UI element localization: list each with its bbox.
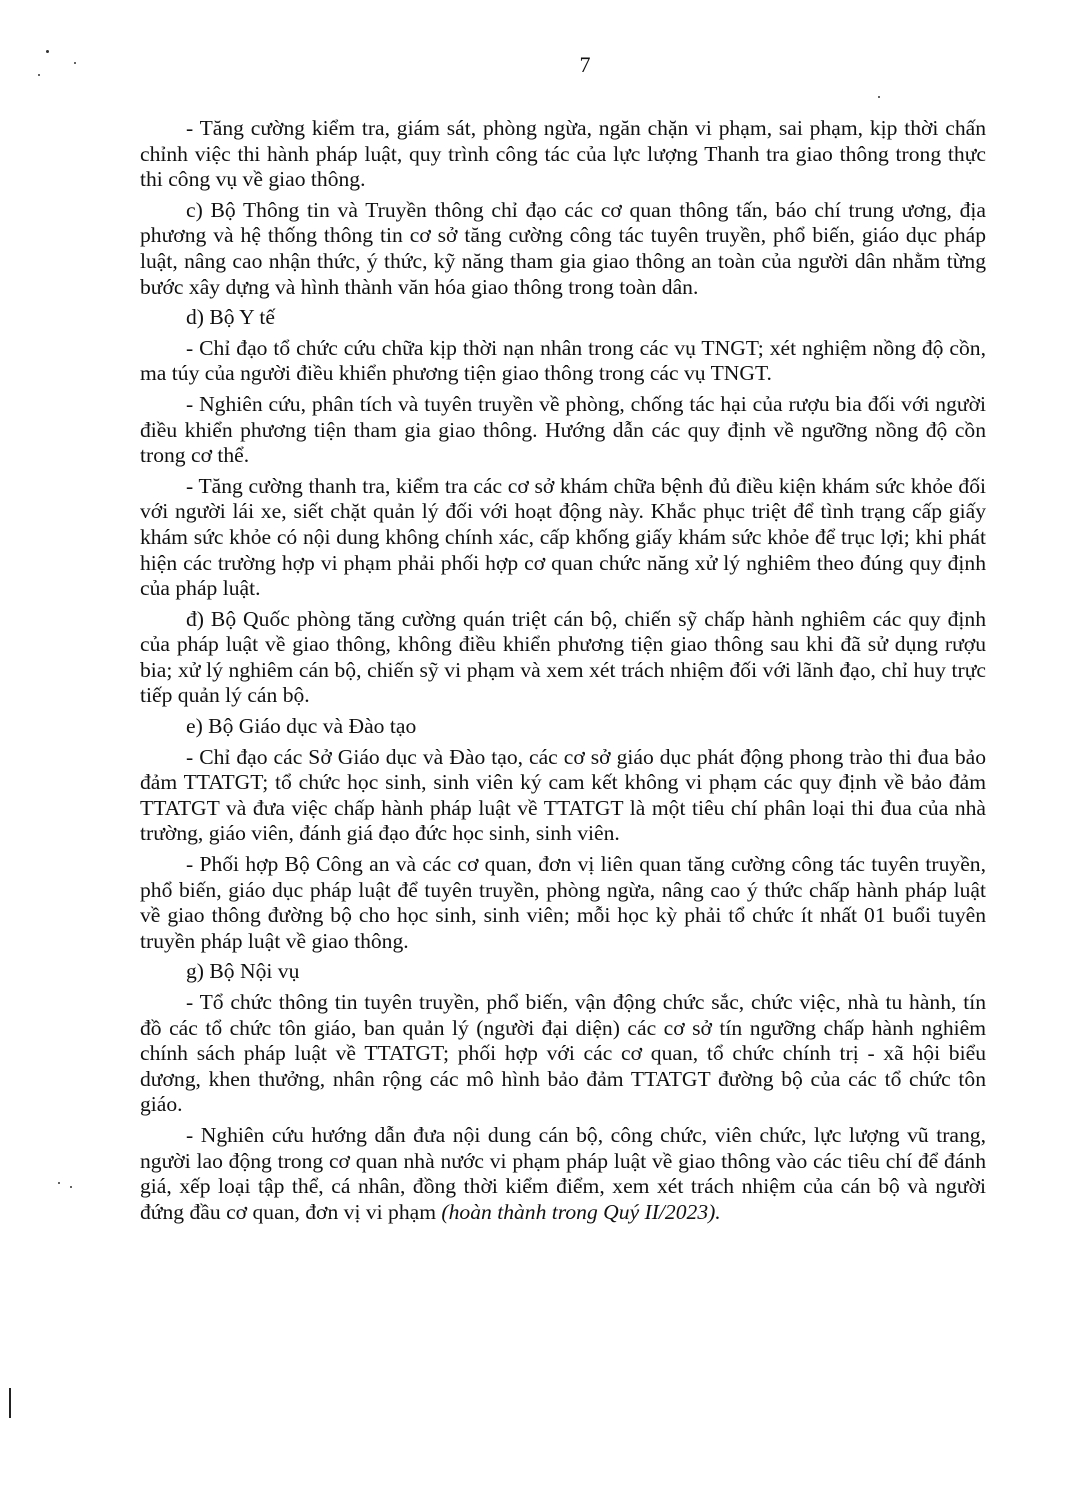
deadline-note: (hoàn thành trong Quý II/2023). [441,1199,721,1224]
paragraph-health-treatment: - Chỉ đạo tổ chức cứu chữa kịp thời nạn nhân trong các vụ TNGT; xét nghiệm nồng độ cồn, ma túy của người điều khiển phương tiện giao thông trong các vụ TNGT. [140,335,986,386]
paragraph-inspection: - Tăng cường kiểm tra, giám sát, phòng ngừa, ngăn chặn vi phạm, sai phạm, kịp thời chấn chỉnh việc thi hành pháp luật, quy trình công tác của lực lượng Thanh tra giao thông trong thực thi công vụ về giao thông. [140,116,986,192]
section-heading-education: e) Bộ Giáo dục và Đào tạo [186,714,417,739]
page-number: 7 [579,52,591,77]
paragraph-health-research: - Nghiên cứu, phân tích và tuyên truyền về phòng, chống tác hại của rượu bia đối với người điều khiển phương tiện tham gia giao thông. Hướng dẫn các quy định về ngưỡng nồng độ cồn trong cơ thể. [140,391,986,468]
paragraph-health-inspection: - Tăng cường thanh tra, kiểm tra các cơ sở khám chữa bệnh đủ điều kiện khám sức khỏe đối với người lái xe, siết chặt quản lý đối với hoạt động này. Khắc phục triệt để tình trạng cấp giấy khám sức khỏe có nội dung không chính xác, cấp khống giấy khám sức khỏe để trục lợi; khi phát hiện các trường hợp vi phạm phải phối hợp cơ quan chức năng xử lý nghiêm theo đúng quy định của pháp luật. [140,473,986,601]
paragraph-text: - Nghiên cứu hướng dẫn đưa nội dung cán bộ, công chức, viên chức, lực lượng vũ trang, người lao động trong cơ quan nhà nước vi phạm pháp luật về giao thông vào các tiêu chí để đánh giá, xếp loại tập thể, cá nhân, đồng thời kiểm điểm, xem xét trách nhiệm của cán bộ và người đứng đầu cơ quan, đơn vị vi phạm [140,1122,986,1224]
scan-speck [58,1182,60,1184]
paragraph-education-coordination: - Phối hợp Bộ Công an và các cơ quan, đơn vị liên quan tăng cường công tác tuyên truyền, phổ biến, giáo dục pháp luật để tuyên truyền, phòng ngừa, nâng cao ý thức chấp hành pháp luật về giao thông đường bộ cho học sinh, sinh viên; mỗi học kỳ phải tổ chức ít nhất 01 buổi tuyên truyền pháp luật về giao thông. [140,852,986,953]
section-heading-health: d) Bộ Y tế [186,305,275,330]
paragraph-ministry-information: c) Bộ Thông tin và Truyền thông chỉ đạo các cơ quan thông tấn, báo chí trung ương, địa phương và hệ thống thông tin cơ sở tăng cường công tác tuyên truyền, phổ biến, giáo dục pháp luật, nâng cao nhận thức, ý thức, kỹ năng tham gia giao thông an toàn của người dân nhằm từng bước xây dựng và hình thành văn hóa giao thông trong toàn dân. [140,197,986,299]
scan-speck [878,96,880,98]
paragraph-ministry-defense: đ) Bộ Quốc phòng tăng cường quán triệt cán bộ, chiến sỹ chấp hành nghiêm các quy định của pháp luật về giao thông, không điều khiển phương tiện giao thông sau khi đã sử dụng rượu bia; xử lý nghiêm cán bộ, chiến sỹ vi phạm và xem xét trách nhiệm đối với lãnh đạo, chỉ huy trực tiếp quản lý cán bộ. [140,606,986,708]
section-heading-home-affairs: g) Bộ Nội vụ [186,959,300,984]
scan-speck [70,1186,72,1188]
scan-margin-line [9,1388,11,1418]
document-body [140,116,986,1230]
paragraph-home-affairs-research [140,1123,986,1225]
paragraph-education-directive: - Chỉ đạo các Sở Giáo dục và Đào tạo, các cơ sở giáo dục phát động phong trào thi đua bảo đảm TTATGT; tổ chức học sinh, sinh viên ký cam kết không vi phạm các quy định về bảo đảm TTATGT và đưa việc chấp hành pháp luật về TTATGT là một tiêu chí phân loại thi đua của nhà trường, giáo viên, đánh giá đạo đức học sinh, sinh viên. [140,744,986,846]
paragraph-home-affairs-religion: - Tổ chức thông tin tuyên truyền, phổ biến, vận động chức sắc, chức việc, nhà tu hành, tín đồ các tổ chức tôn giáo, ban quản lý (người đại diện) các cơ sở tín ngưỡng chấp hành nghiêm chính sách pháp luật về TTATGT; phối hợp với các cơ quan, tổ chức chính trị - xã hội biểu dương, khen thưởng, nhân rộng các mô hình bảo đảm TTATGT đường bộ của các tổ chức tôn giáo. [140,990,986,1117]
